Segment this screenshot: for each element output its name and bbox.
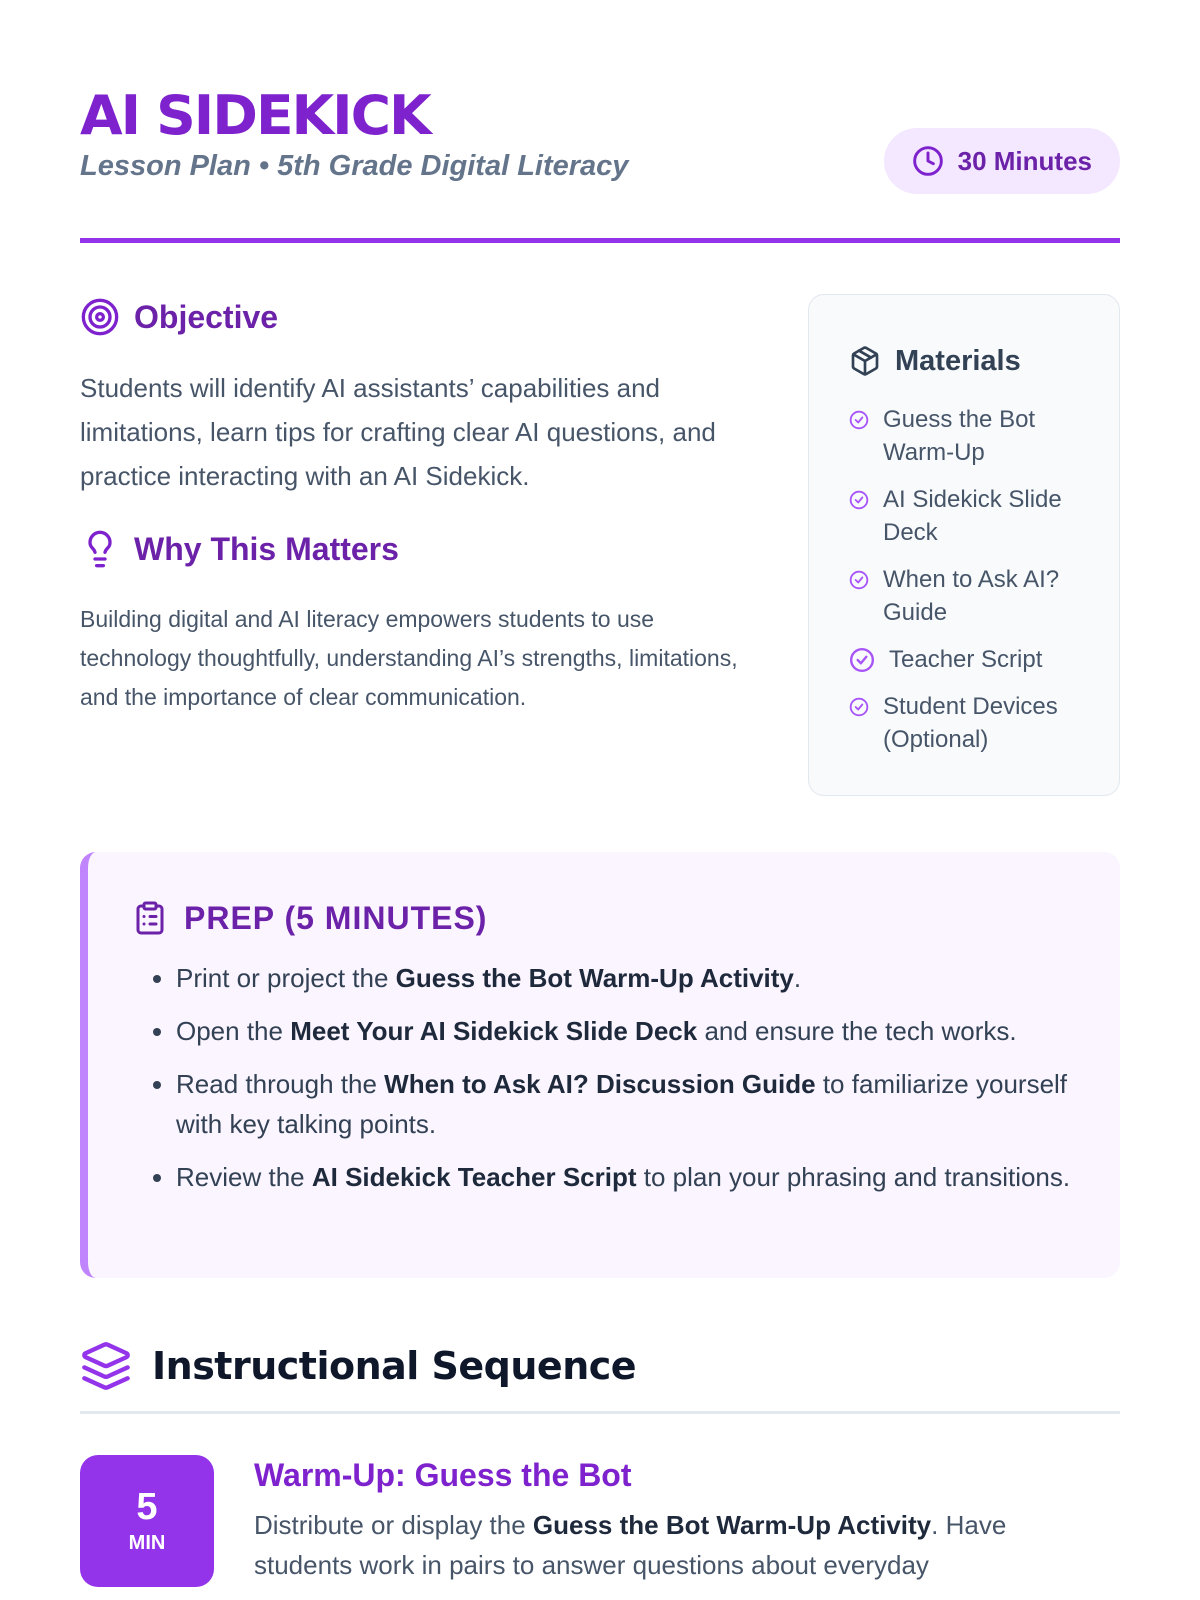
objective-heading xyxy=(80,296,740,338)
sequence-heading xyxy=(80,1340,1120,1414)
check-circle-icon xyxy=(849,647,875,673)
material-label: Guess the Bot Warm-Up xyxy=(883,406,1036,466)
material-label: AI Sidekick Slide Deck xyxy=(883,486,1062,546)
prep-item-text: and ensure the tech works. xyxy=(697,1016,1017,1046)
clock-icon xyxy=(912,145,944,177)
prep-item-text: Read through the xyxy=(176,1069,385,1099)
materials-heading-label: Materials xyxy=(895,344,1021,377)
material-item xyxy=(849,483,1079,549)
prep-item-text: to plan your phrasing and transitions. xyxy=(636,1162,1071,1192)
check-circle-icon xyxy=(849,490,869,510)
objective-heading-label: Objective xyxy=(134,298,279,335)
prep-heading-label: PREP (5 MINUTES) xyxy=(184,899,488,936)
prep-item xyxy=(176,1157,1080,1197)
objective-text: Students will identify AI assistants’ capabilities and limitations, learn tips for crafting clear AI questions, and practice interacting with an AI Sidekick. xyxy=(80,373,716,491)
materials-list xyxy=(849,403,1079,756)
prep-item-text: . xyxy=(793,963,802,993)
step-body xyxy=(254,1455,1094,1585)
step-resource: Guess the Bot Warm-Up Activity xyxy=(532,1510,932,1540)
step-title: Warm-Up: Guess the Bot xyxy=(254,1457,632,1493)
clipboard-icon xyxy=(132,900,168,936)
prep-list xyxy=(132,958,1080,1197)
why-text: Building digital and AI literacy empowers students to use technology thoughtfully, understanding AI’s strengths, limitations, and the importance of clear communication. xyxy=(80,606,738,710)
prep-item-text: Review the xyxy=(176,1162,312,1192)
prep-item-resource: Meet Your AI Sidekick Slide Deck xyxy=(290,1016,698,1046)
check-circle-icon xyxy=(849,410,869,430)
material-label: Student Devices (Optional) xyxy=(883,693,1058,753)
prep-item-text: Open the xyxy=(176,1016,291,1046)
minutes-badge xyxy=(80,1455,214,1587)
prep-item-resource: AI Sidekick Teacher Script xyxy=(311,1162,637,1192)
prep-section xyxy=(80,852,1120,1278)
page-subtitle: Lesson Plan • 5th Grade Digital Literacy xyxy=(80,150,629,182)
minutes-unit: MIN xyxy=(128,1532,166,1554)
prep-item xyxy=(176,1064,1080,1144)
prep-item-resource: When to Ask AI? Discussion Guide xyxy=(384,1069,816,1099)
materials-heading xyxy=(849,341,1079,381)
lightbulb-icon xyxy=(80,529,120,569)
prep-item-text: to familiarize yourself with key talking points. xyxy=(176,1069,1068,1139)
prep-item xyxy=(176,1011,1080,1051)
main-column xyxy=(80,296,740,717)
why-heading-label: Why This Matters xyxy=(134,530,399,567)
check-circle-icon xyxy=(849,570,869,590)
prep-item-resource: Guess the Bot Warm-Up Activity xyxy=(395,963,794,993)
duration-label: 30 Minutes xyxy=(957,145,1092,176)
materials-card xyxy=(808,294,1120,796)
step-text-part: Distribute or display the xyxy=(254,1510,533,1540)
minutes-value: 5 xyxy=(136,1486,158,1528)
material-item xyxy=(849,643,1079,676)
step-text xyxy=(254,1505,1094,1585)
prep-heading xyxy=(132,896,1080,940)
prep-item-text: Print or project the xyxy=(176,963,396,993)
header xyxy=(80,0,1120,243)
layers-icon xyxy=(80,1340,132,1392)
sequence-heading-label: Instructional Sequence xyxy=(152,1344,637,1388)
material-item xyxy=(849,563,1079,629)
duration-badge xyxy=(884,128,1120,194)
material-label: Teacher Script xyxy=(889,646,1043,673)
package-icon xyxy=(849,345,881,377)
why-heading xyxy=(80,528,740,570)
target-icon xyxy=(80,297,120,337)
material-item xyxy=(849,690,1079,756)
material-label: When to Ask AI? Guide xyxy=(883,566,1060,626)
lesson-plan-page xyxy=(80,0,1120,1580)
step-text-part: . Have students work in pairs to answer questions about everyday xyxy=(254,1510,1007,1580)
page-title: AI SIDEKICK xyxy=(80,84,430,147)
check-circle-icon xyxy=(849,697,869,717)
prep-item xyxy=(176,958,1080,998)
material-item xyxy=(849,403,1079,469)
